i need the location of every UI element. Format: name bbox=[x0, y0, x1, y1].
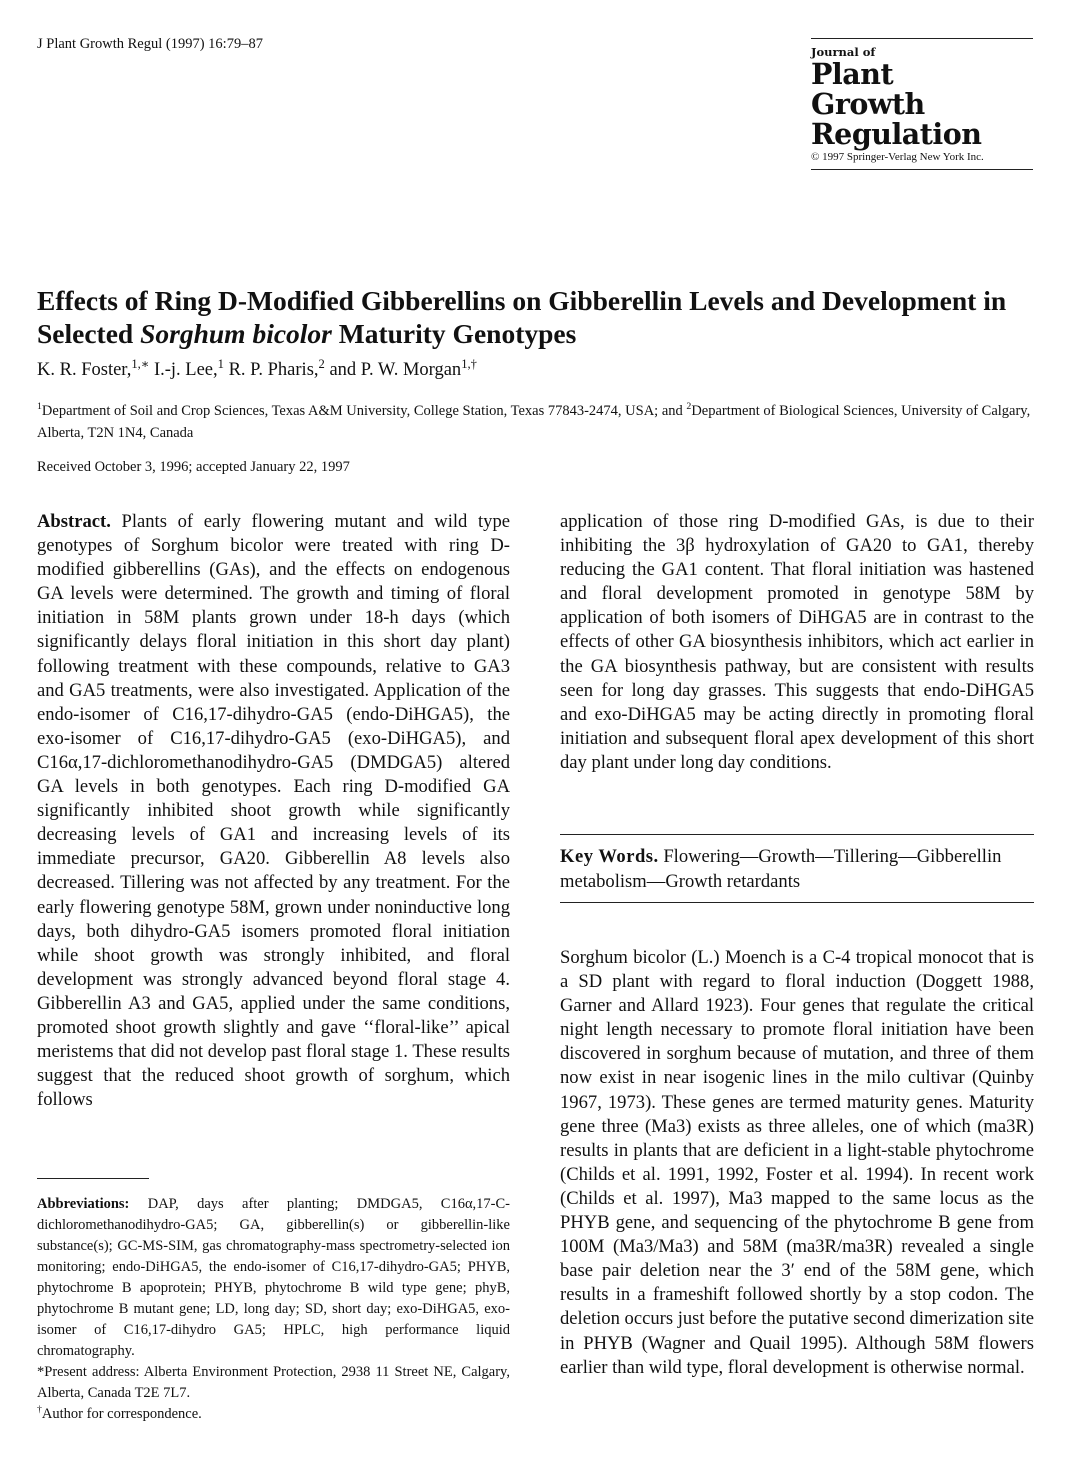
keywords-box bbox=[560, 834, 1034, 903]
journal-citation: J Plant Growth Regul (1997) 16:79–87 bbox=[37, 36, 263, 52]
present-address-footnote: *Present address: Alberta Environment Protection, 2938 11 Street NE, Calgary, Alberta, Canada T2E 7L7. bbox=[37, 1364, 510, 1401]
footnotes bbox=[37, 1194, 510, 1425]
keywords-text: Flowering—Growth—Tillering—Gibberellin metabolism—Growth retardants bbox=[560, 846, 1002, 892]
logo-plant: Plant bbox=[811, 57, 894, 91]
journal-logo bbox=[811, 38, 1033, 170]
abstract-label: Abstract. bbox=[37, 511, 111, 532]
keywords-label: Key Words. bbox=[560, 846, 659, 867]
copyright-notice: © 1997 Springer-Verlag New York Inc. bbox=[811, 151, 984, 163]
abstract-continuation: application of those ring D-modified GAs, is due to their inhibiting the 3β hydroxylation of GA20 to GA1, thereby reducing the GA1 content. That floral initiation was hastened and floral development promoted in genotype 58M by application of both isomers of DiHGA5 are in contrast to the effects of other GA biosynthesis inhibitors, which act earlier in the GA biosynthesis pathway, but are consistent with results seen for long day grasses. This suggests that endo-DiHGA5 and exo-DiHGA5 may be acting directly in promoting floral initiation and subsequent floral apex development of this short day plant under long day conditions. bbox=[560, 511, 1034, 773]
footnote-divider bbox=[37, 1178, 149, 1179]
abstract-text: Plants of early flowering mutant and wild type genotypes of Sorghum bicolor were treated with ring D-modified gibberellins (GAs), and the effects on endogenous GA levels were determined. The growth and timing of floral initiation in 58M plants grown under 18-h days (which significantly delays floral initiation in this short day plant) following treatment with these compounds, relative to GA3 and GA5 treatments, were also investigated. Application of the endo-isomer of C16,17-dihydro-GA5 (endo-DiHGA5), the exo-isomer of C16,17-dihydro-GA5 (exo-DiHGA5), and C16α,17-dichloromethanodihydro-GA5 (DMDGA5) altered GA levels in both genotypes. Each ring D-modified GA significantly inhibited shoot growth while significantly decreasing levels of GA1 and increasing levels of its immediate precursor, GA20. Gibberellin A8 levels also decreased. Tillering was not affected by any treatment. For the early flowering genotype 58M, grown under noninductive long days, both dihydro-GA5 isomers promoted floral initiation while shoot growth was strongly inhibited, and floral development was strongly advanced beyond floral stage 4. Gibberellin A3 and GA5, applied under the same conditions, promoted shoot growth slightly and gave ‘‘floral-like’’ apical meristems that did not develop past floral stage 1. These results suggest that the reduced shoot growth of sorghum, which follows bbox=[37, 511, 510, 1111]
paper-title: Effects of Ring D-Modified Gibberellins on Gibberellin Levels and Development in Selected Sorghum bicolor Maturity Genotypes bbox=[37, 285, 1007, 349]
correspondence-footnote: †Author for correspondence. bbox=[37, 1404, 202, 1422]
logo-regulation: Regulation bbox=[811, 117, 982, 151]
author-list: K. R. Foster,$^{1,∗}$ I.-j. Lee,$^1$ R. P. Pharis,$^2$ and P. W. Morgan$^{1,\dagger}$ bbox=[37, 356, 477, 380]
abstract bbox=[37, 510, 510, 1112]
introduction-paragraph: Sorghum bicolor (L.) Moench is a C-4 tropical monocot that is a SD plant with regard to floral induction (Doggett 1988, Garner and Allard 1923). Four genes that regulate the critical night length necessary to promote floral initiation have been discovered in sorghum because of mutation, and three of them now exist in near isogenic lines in the milo cultivar (Quinby 1967, 1973). These genes are termed maturity genes. Maturity gene three (Ma3) exists as three alleles, one of which (ma3R) results in plants that are deficient in a light-stable phytochrome (Childs et al. 1991, 1992, Foster et al. 1994). In recent work (Childs et al. 1997), Ma3 mapped to the same locus as the PHYB gene, and sequencing of the phytochrome B gene from 100M (Ma3/Ma3) and 58M (ma3R/ma3R) revealed a single base pair deletion near the 3′ end of the 58M gene, which results in a frameshift followed shortly by a stop codon. The deletion occurs just before the putative second dimerization site in PHYB (Wagner and Quail 1995). Although 58M flowers earlier than wild type, floral development is otherwise normal. bbox=[560, 947, 1034, 1378]
author-affiliations: $^1$Department of Soil and Crop Sciences, Texas A&M University, College Station, Texas 77843-2474, USA; and $^2$Department of Biological Sciences, University of Calgary, Alberta, T2N 1N4, Canada bbox=[37, 401, 1031, 441]
logo-journal-of: Journal of bbox=[811, 45, 876, 59]
logo-growth: Growth bbox=[811, 87, 925, 121]
received-dates: Received October 3, 1996; accepted January 22, 1997 bbox=[37, 459, 350, 475]
abbreviations-footnote: Abbreviations: DAP, days after planting; DMDGA5, C16α,17-C-dichloromethanodihydro-GA5; GA, gibberellin(s) or gibberellin-like substance(s); GC-MS-SIM, gas chromatography-mass spectrometry-selected ion monitoring; endo-DiHGA5, the endo-isomer of C16,17-dihydro-GA5; PHYB, phytochrome B apoprotein; PHYB, phytochrome B wild type gene; phyB, phytochrome B mutant gene; LD, long day; SD, short day; exo-DiHGA5, exo-isomer of C16,17-dihydro GA5; HPLC, high performance liquid chromatography. bbox=[37, 1196, 511, 1359]
